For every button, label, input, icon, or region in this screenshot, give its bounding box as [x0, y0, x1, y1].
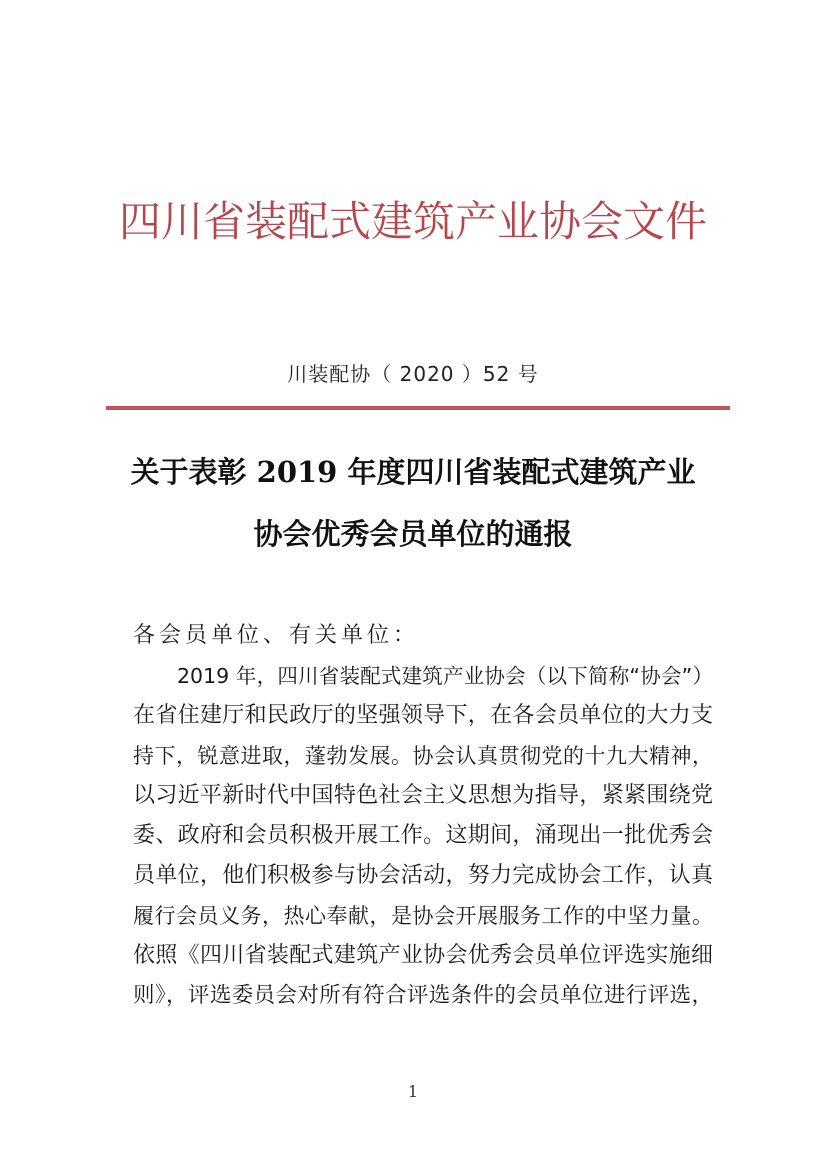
- notice-title-line-1: 关于表彰 2019 年度四川省装配式建筑产业: [130, 455, 696, 489]
- body-line: 持下，锐意进取，蓬勃发展。协会认真贯彻党的十九大精神，: [133, 744, 713, 768]
- organization-header-title: 四川省装配式建筑产业协会文件: [118, 197, 707, 246]
- body-line: 员单位，他们积极参与协会活动，努力完成协会工作，认真: [133, 863, 713, 888]
- red-divider-rule: [106, 406, 730, 410]
- document-number: 川装配协（ 2020 ）52 号: [287, 362, 539, 386]
- body-line: 则》，评选委员会对所有符合评选条件的会员单位进行评选，: [133, 983, 713, 1008]
- body-line: 委、政府和会员积极开展工作。这期间，涌现出一批优秀会: [133, 823, 713, 848]
- body-line: 履行会员义务，热心奉献，是协会开展服务工作的中坚力量。: [133, 904, 713, 928]
- body-line: 2019 年，四川省装配式建筑产业协会（以下简称“协会”）: [177, 664, 713, 688]
- page-number: 1: [407, 1082, 419, 1101]
- body-line: 以习近平新时代中国特色社会主义思想为指导，紧紧围绕党: [133, 783, 713, 808]
- salutation: 各会员单位、有关单位：: [133, 623, 420, 648]
- body-line: 依照《四川省装配式建筑产业协会优秀会员单位评选实施细: [133, 943, 713, 968]
- notice-body: [133, 616, 713, 1016]
- notice-title-line-2: 协会优秀会员单位的通报: [253, 517, 573, 551]
- body-line: 在省住建厅和民政厅的坚强领导下，在各会员单位的大力支: [133, 703, 713, 728]
